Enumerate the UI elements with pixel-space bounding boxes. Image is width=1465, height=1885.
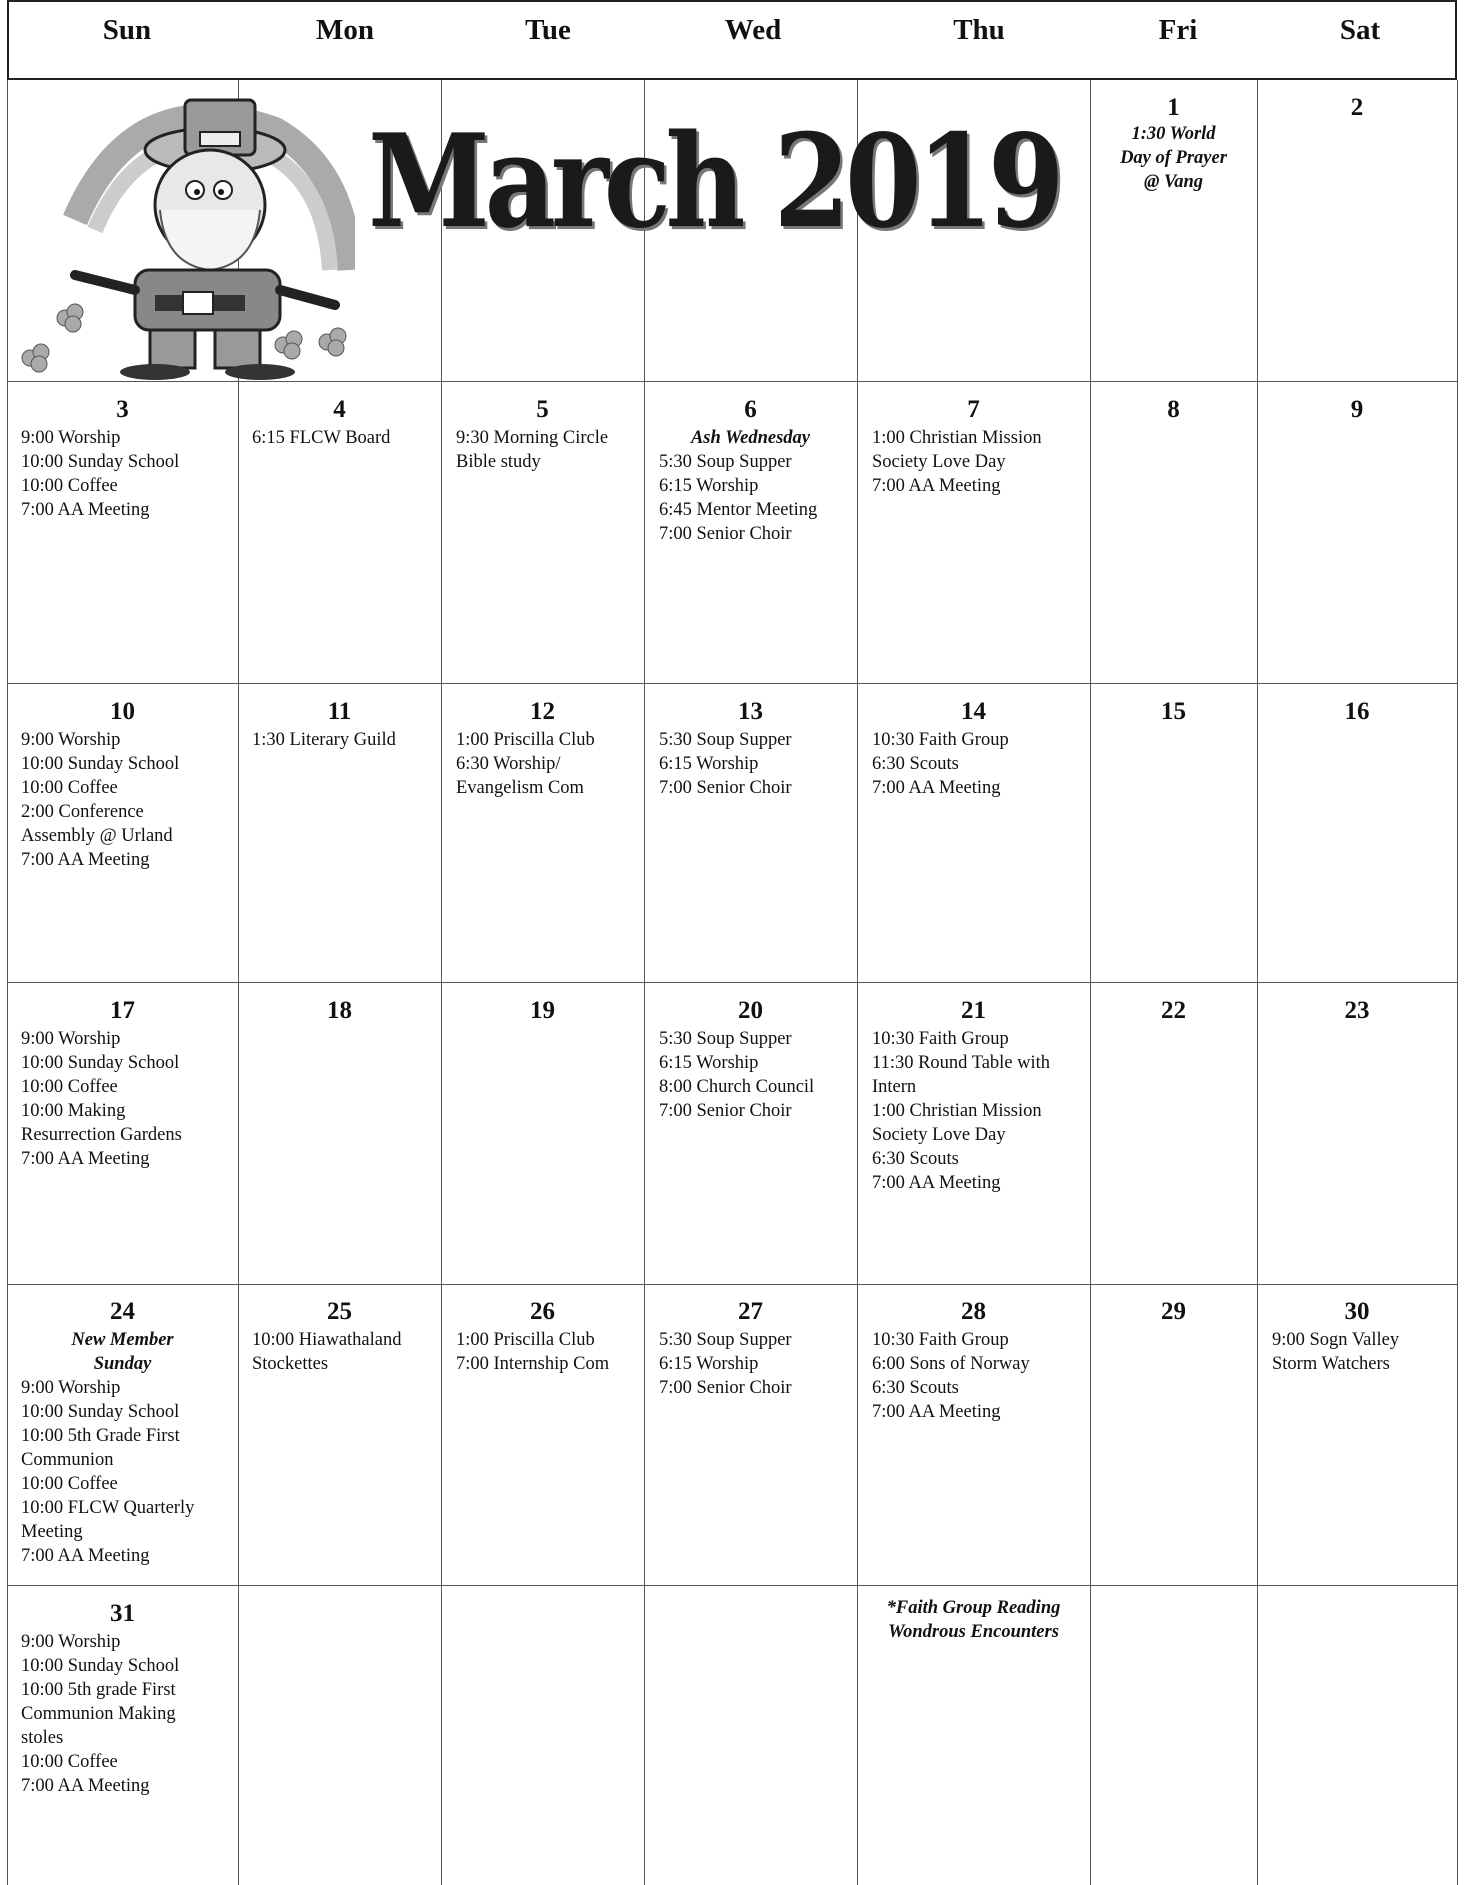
- day-events: 9:00 Worship 10:00 Sunday School 10:00 5th Grade First Communion 10:00 Coffee 10:00 FLCW Quarterly Meeting 7:00 AA Meeting: [21, 1378, 195, 1566]
- day-number: 27: [738, 1298, 763, 1325]
- day-number: 20: [738, 997, 763, 1024]
- day-events: 1:00 Priscilla Club 6:30 Worship/ Evangelism Com: [456, 730, 595, 798]
- month-title: March 2019: [368, 107, 1060, 257]
- day-events: 10:00 Hiawathaland Stockettes: [252, 1330, 402, 1374]
- day-number: 30: [1344, 1298, 1370, 1325]
- weekday-sun: Sun: [102, 14, 152, 46]
- weekday-fri: Fri: [1158, 14, 1198, 46]
- day-events: 10:30 Faith Group 6:30 Scouts 7:00 AA Meeting: [872, 730, 1009, 798]
- day-number: 23: [1344, 997, 1370, 1024]
- day-number: 5: [536, 396, 549, 423]
- day-events: 1:30 World Day of Prayer @ Vang: [1120, 124, 1227, 192]
- day-number: 9: [1350, 396, 1364, 423]
- day-events: 1:00 Priscilla Club 7:00 Internship Com: [456, 1330, 610, 1374]
- weekday-wed: Wed: [724, 14, 782, 46]
- day-events: 9:00 Worship 10:00 Sunday School 10:00 5th grade First Communion Making stoles 10:00 Coffee 7:00 AA Meeting: [21, 1632, 180, 1796]
- day-number: 16: [1344, 698, 1370, 725]
- day-events: 6:15 FLCW Board: [252, 428, 391, 448]
- day-note: New Member Sunday: [71, 1330, 174, 1374]
- day-events: 9:00 Worship 10:00 Sunday School 10:00 Coffee 10:00 Making Resurrection Gardens 7:00 AA Meeting: [21, 1029, 182, 1169]
- day-events: 9:00 Sogn Valley Storm Watchers: [1272, 1330, 1400, 1374]
- grid-line: [7, 1284, 1457, 1285]
- day-number: 7: [967, 396, 980, 423]
- day-number: 13: [738, 698, 763, 725]
- day-note: Ash Wednesday: [690, 428, 811, 448]
- day-number: 12: [530, 698, 555, 725]
- day-events: 5:30 Soup Supper 6:15 Worship 6:45 Mentor Meeting 7:00 Senior Choir: [659, 452, 818, 544]
- day-number: 14: [961, 698, 986, 725]
- day-number: 3: [116, 396, 129, 423]
- day-number: 21: [961, 997, 986, 1024]
- day-number: 6: [744, 396, 757, 423]
- day-number: 1: [1167, 94, 1180, 121]
- footnote: *Faith Group Reading Wondrous Encounters: [886, 1598, 1061, 1642]
- weekday-tue: Tue: [525, 14, 571, 46]
- day-number: 17: [110, 997, 135, 1024]
- grid-line: [7, 1585, 1457, 1586]
- day-events: 1:30 Literary Guild: [252, 730, 396, 750]
- leprechaun-icon: [15, 90, 355, 380]
- day-number: 18: [327, 997, 352, 1024]
- day-number: 28: [961, 1298, 986, 1325]
- day-events: 5:30 Soup Supper 6:15 Worship 7:00 Senior Choir: [659, 1330, 792, 1398]
- day-number: 31: [110, 1600, 135, 1627]
- day-number: 26: [530, 1298, 555, 1325]
- day-events: 5:30 Soup Supper 6:15 Worship 8:00 Church Council 7:00 Senior Choir: [659, 1029, 815, 1121]
- grid-line: [7, 381, 1457, 382]
- day-number: 10: [110, 698, 135, 725]
- grid-line: [1457, 80, 1458, 1885]
- day-number: 19: [530, 997, 555, 1024]
- day-number: 4: [333, 396, 346, 423]
- day-number: 11: [327, 698, 352, 725]
- day-number: 15: [1161, 698, 1186, 725]
- day-events: 9:00 Worship 10:00 Sunday School 10:00 Coffee 7:00 AA Meeting: [21, 428, 180, 520]
- grid-line: [7, 683, 1457, 684]
- day-events: 9:00 Worship 10:00 Sunday School 10:00 Coffee 2:00 Conference Assembly @ Urland 7:00 AA Meeting: [21, 730, 180, 870]
- day-events: 10:30 Faith Group 6:00 Sons of Norway 6:30 Scouts 7:00 AA Meeting: [872, 1330, 1030, 1422]
- day-events: 1:00 Christian Mission Society Love Day 7:00 AA Meeting: [872, 428, 1042, 496]
- day-events: 10:30 Faith Group 11:30 Round Table with Intern 1:00 Christian Mission Society Love Day 6:30 Scouts 7:00 AA Meeting: [872, 1029, 1051, 1193]
- day-number: 2: [1350, 94, 1364, 121]
- day-number: 29: [1161, 1298, 1186, 1325]
- weekday-sat: Sat: [1339, 14, 1381, 46]
- grid-line: [7, 982, 1457, 983]
- weekday-thu: Thu: [953, 14, 1005, 46]
- day-number: 25: [327, 1298, 352, 1325]
- day-number: 8: [1167, 396, 1180, 423]
- day-events: 5:30 Soup Supper 6:15 Worship 7:00 Senior Choir: [659, 730, 792, 798]
- weekday-mon: Mon: [316, 14, 374, 46]
- day-number: 22: [1161, 997, 1186, 1024]
- day-number: 24: [110, 1298, 135, 1325]
- day-events: 9:30 Morning Circle Bible study: [456, 428, 609, 472]
